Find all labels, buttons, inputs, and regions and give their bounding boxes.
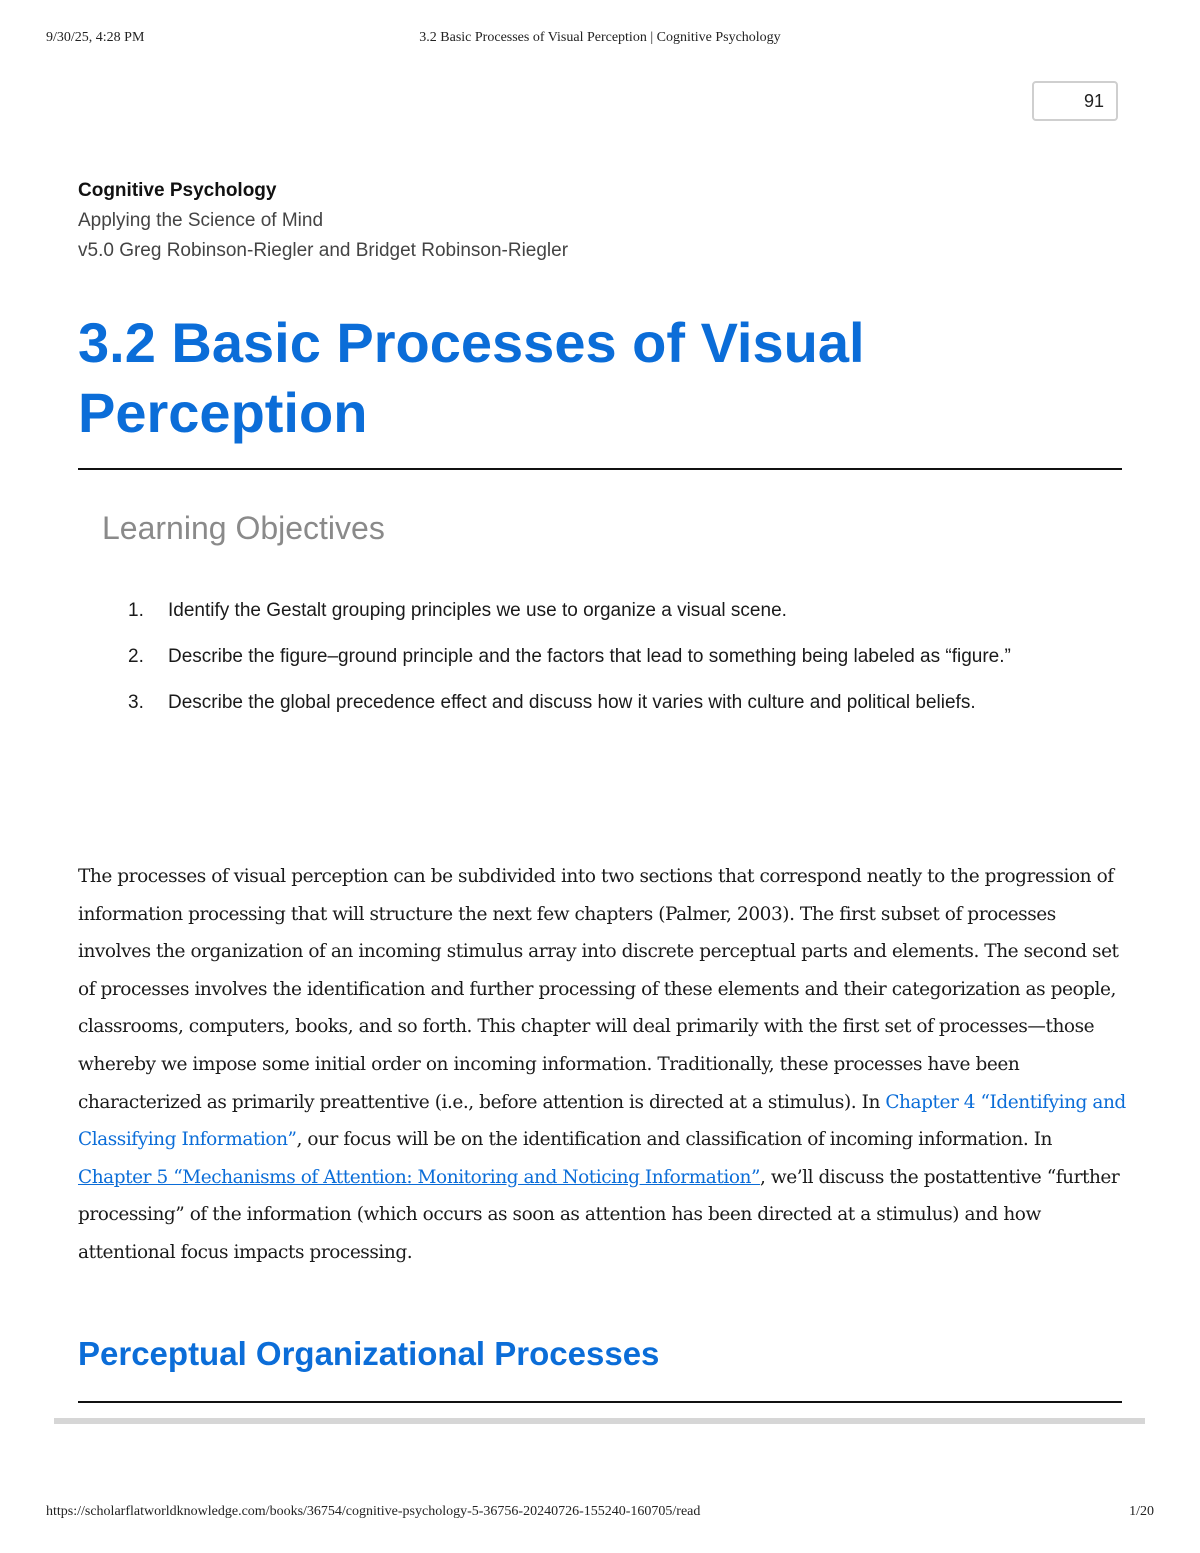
objective-number: 1. — [128, 600, 144, 621]
section-title: Perceptual Organizational Processes — [78, 1335, 660, 1372]
print-page-count: 1/20 — [1129, 1504, 1154, 1519]
horizontal-scrollbar[interactable] — [54, 1418, 1145, 1424]
learning-objective-item — [128, 638, 1058, 675]
objective-text: Describe the global precedence effect and discuss how it varies with culture and political beliefs. — [168, 692, 976, 713]
objective-number: 2. — [128, 646, 144, 667]
chapter-5-link[interactable]: Chapter 5 “Mechanisms of Attention: Monitoring and Noticing Information” — [78, 1166, 760, 1188]
objective-text: Identify the Gestalt grouping principles we use to organize a visual scene. — [168, 600, 787, 621]
print-datetime: 9/30/25, 4:28 PM — [46, 30, 145, 45]
learning-objectives-list — [128, 592, 1058, 730]
page-number-box: 91 — [1032, 81, 1118, 121]
paragraph-text: , we’ll discuss the postattentive “further processing” of the information (which occurs as soon as attention has been directed at a stimulus) and how attentional focus impacts processing. — [78, 1166, 1120, 1263]
book-version-authors: v5.0 Greg Robinson-Riegler and Bridget Robinson-Riegler — [78, 240, 569, 261]
print-footer — [46, 1504, 1154, 1524]
learning-objective-item — [128, 592, 1058, 629]
learning-objective-item — [128, 684, 1058, 721]
objective-number: 3. — [128, 692, 144, 713]
paragraph-text: The processes of visual perception can be subdivided into two sections that correspond neatly to the progression of information processing that will structure the next few chapters (Palmer, 2003). The first subset of processes involves the organization of an incoming stimulus array into discrete perceptual parts and elements. The second set of processes involves the identification and further processing of these elements and their categorization as people, classrooms, computers, books, and so forth. This chapter will deal primarily with the first set of processes—those whereby we impose some initial order on incoming information. Traditionally, these processes have been characterized as primarily preattentive (i.e., before attention is directed at a stimulus). In — [78, 866, 1119, 1113]
intro-paragraph — [78, 858, 1128, 1272]
book-title: Cognitive Psychology — [78, 180, 277, 201]
book-subtitle: Applying the Science of Mind — [78, 210, 324, 231]
book-info — [78, 176, 568, 266]
learning-objectives-heading: Learning Objectives — [102, 510, 385, 546]
print-page-title: 3.2 Basic Processes of Visual Perception | Cognitive Psychology — [419, 30, 781, 45]
title-divider — [78, 468, 1122, 470]
chapter-title: 3.2 Basic Processes of Visual Perception — [78, 311, 865, 444]
print-header — [46, 30, 1154, 50]
print-url: https://scholarflatworldknowledge.com/books/36754/cognitive-psychology-5-36756-20240726-155240-160705/read — [46, 1504, 701, 1519]
objective-text: Describe the figure–ground principle and the factors that lead to something being labeled as “figure.” — [168, 646, 1011, 667]
chapter-4-link[interactable]: Chapter 4 “Identifying and Classifying Information” — [78, 1091, 1126, 1151]
section-divider — [78, 1401, 1122, 1403]
paragraph-text: , our focus will be on the identification and classification of incoming information. In — [296, 1129, 1053, 1151]
